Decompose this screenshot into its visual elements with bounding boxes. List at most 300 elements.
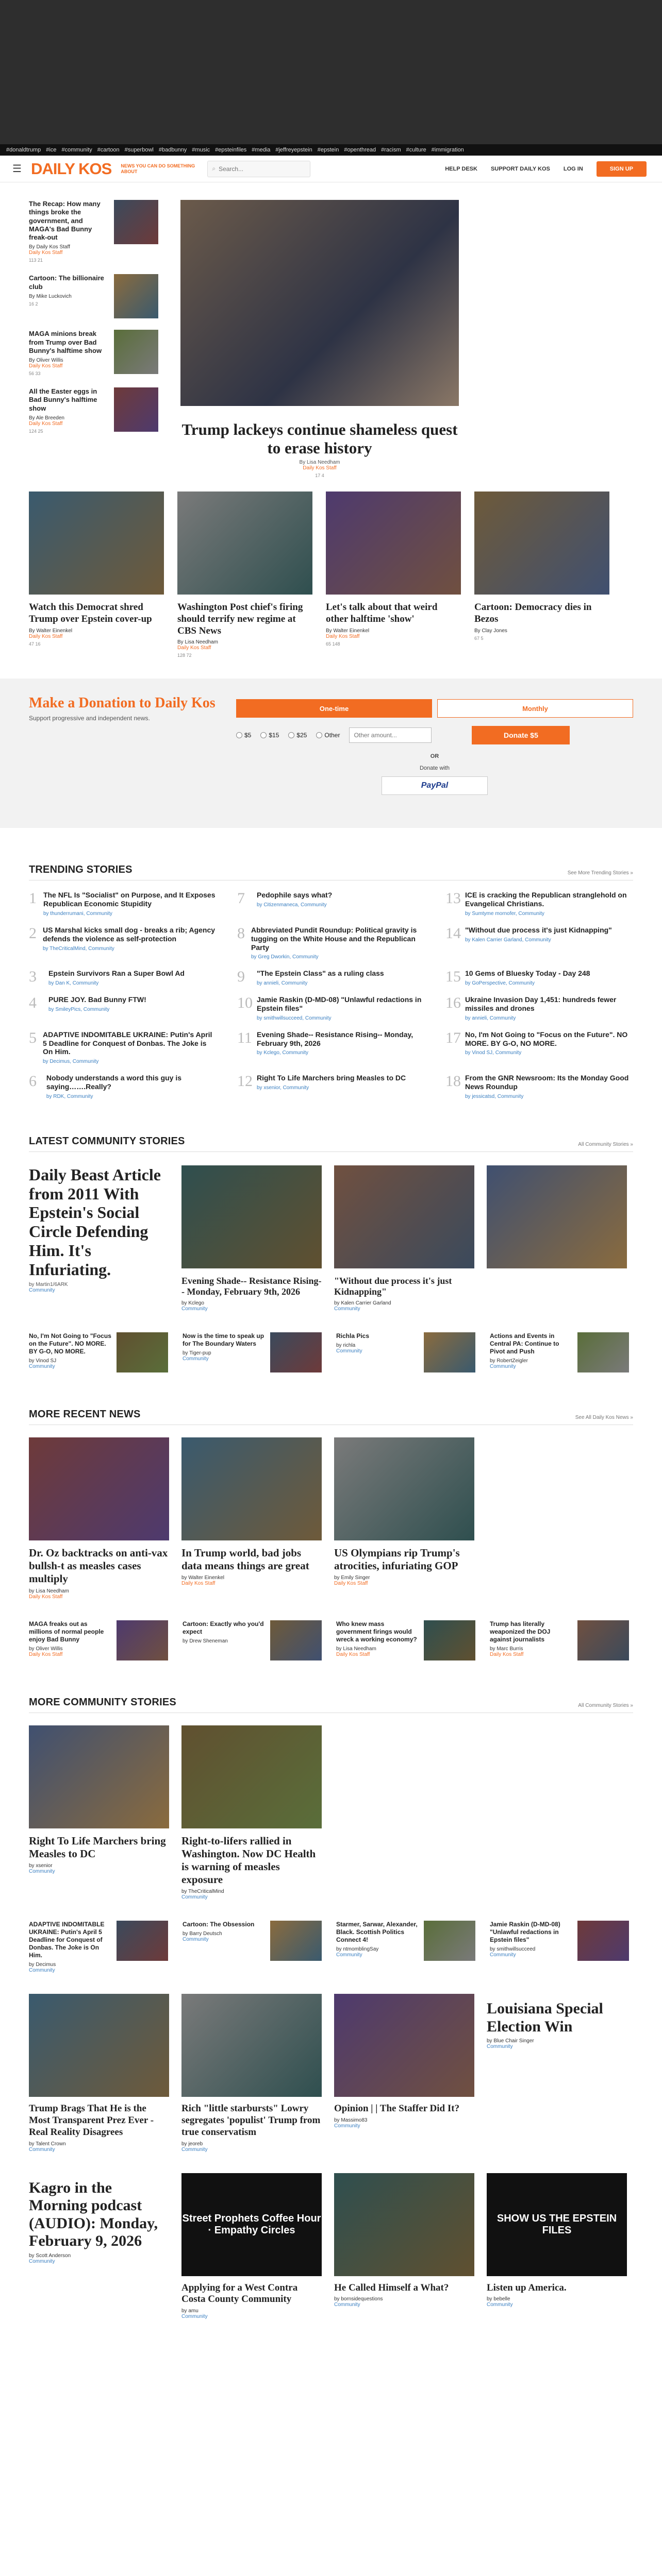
trending-text (465, 1030, 633, 1064)
story-text (490, 1332, 572, 1372)
story-image[interactable] (181, 1165, 322, 1268)
author-name: by Marc Burris (490, 1646, 523, 1652)
more-community-header (29, 1697, 633, 1713)
tag-link[interactable]: #jeffreyepstein (275, 147, 312, 153)
community-card-image[interactable] (487, 1165, 627, 1268)
trending-item[interactable] (29, 995, 217, 1021)
trending-author: by GoPerspective, Community (465, 980, 535, 987)
paypal-button[interactable]: PayPal (382, 776, 488, 795)
trending-item[interactable] (237, 1074, 425, 1099)
author-name: by Kalen Carrier Garland (334, 1300, 391, 1306)
trending-author: by Vinod SJ, Community (465, 1050, 522, 1056)
byline (29, 1646, 111, 1657)
story-title[interactable]: No, I'm Not Going to "Focus on the Future". NO MORE. BY G-O, NO MORE. (29, 1332, 111, 1355)
story-image[interactable] (424, 1921, 475, 1961)
tag-link[interactable]: #superbowl (124, 147, 154, 153)
story-image[interactable] (181, 1437, 322, 1540)
story-title[interactable]: Louisiana Special Election Win (487, 2000, 603, 2035)
search-box[interactable] (207, 161, 310, 177)
trending-rank: 1 (29, 890, 37, 907)
recent-title: MORE RECENT NEWS (29, 1408, 141, 1420)
trending-title[interactable]: 10 Gems of Bluesky Today - Day 248 (465, 969, 590, 978)
byline (29, 358, 109, 369)
story-image[interactable] (334, 1165, 474, 1268)
latest-more-link[interactable]: All Community Stories » (578, 1141, 633, 1147)
trending-item[interactable] (445, 926, 633, 960)
trending-author: by Decimus, Community (43, 1059, 99, 1065)
amount-option[interactable] (236, 732, 251, 739)
community-label: Community (183, 1937, 209, 1943)
trending-title[interactable]: Ukraine Invasion Day 1,451: hundreds fewer missiles and drones (465, 995, 617, 1012)
tag-link[interactable]: #cartoon (97, 147, 120, 153)
tag-link[interactable]: #ice (46, 147, 57, 153)
story-title[interactable]: Dr. Oz backtracks on anti-vax bullsh-t as measles cases multiply (29, 1546, 168, 1585)
story-image[interactable] (577, 1620, 629, 1660)
featured-card[interactable] (474, 492, 609, 658)
amount-label: $25 (296, 732, 307, 739)
hero-image[interactable] (180, 200, 459, 406)
trending-author: by TheCriticalMind, Community (43, 945, 114, 952)
trending-title[interactable]: From the GNR Newsroom: Its the Monday Good News Roundup (465, 1074, 629, 1091)
story-title[interactable]: ADAPTIVE INDOMITABLE UKRAINE: Putin's April 5 Deadline for Conquest of Donbas. The Joke is On Him. (29, 1921, 105, 1959)
story-image[interactable] (117, 1332, 168, 1372)
hero-side-story[interactable] (29, 274, 158, 318)
story-image[interactable] (114, 274, 158, 318)
story-text (29, 274, 109, 318)
other-amount-input[interactable] (349, 727, 432, 743)
community-big-story[interactable] (29, 2173, 169, 2320)
story-title[interactable]: Jamie Raskin (D-MD-08) "Unlawful redactions in Epstein files" (490, 1921, 560, 1944)
story-image[interactable] (424, 1620, 475, 1660)
story-image[interactable] (29, 1725, 169, 1828)
small-story[interactable] (336, 1620, 477, 1660)
author-name: by Vinod SJ (29, 1358, 57, 1364)
trending-item[interactable] (445, 995, 633, 1021)
story-title[interactable]: Opinion | | The Staffer Did It? (334, 2103, 460, 2114)
trending-item[interactable] (29, 1074, 217, 1099)
byline (29, 294, 109, 299)
news-card[interactable] (334, 1437, 474, 1600)
author-name: by Lisa Needham (29, 1588, 69, 1594)
story-image[interactable] (334, 1437, 474, 1540)
story-title[interactable]: Kagro in the Morning podcast (AUDIO): Monday, February 9, 2026 (29, 2179, 158, 2250)
featured-row (29, 492, 633, 658)
author-name: by Walter Einenkel (181, 1575, 224, 1581)
story-title[interactable]: Trump Brags That He is the Most Transparent Prez Ever - Real Reality Disagrees (29, 2103, 154, 2138)
story-text (336, 1620, 419, 1660)
trending-text (465, 969, 590, 986)
byline (181, 2141, 322, 2153)
story-text (29, 1620, 111, 1660)
small-story[interactable] (336, 1921, 477, 1973)
story-title[interactable]: Richla Pics (336, 1332, 370, 1340)
story-text (183, 1332, 265, 1372)
story-image[interactable] (177, 492, 312, 595)
tag-link[interactable]: #racism (381, 147, 401, 153)
trending-text (251, 926, 425, 960)
trending-author: by Sumtyme mornofer, Community (465, 910, 544, 917)
trending-title[interactable]: "The Epstein Class" as a ruling class (257, 969, 384, 978)
trending-title[interactable]: Pedophile says what? (257, 891, 333, 900)
trending-rank: 7 (237, 890, 245, 907)
trending-title[interactable]: Epstein Survivors Ran a Super Bowl Ad (48, 969, 185, 978)
featured-card[interactable] (177, 492, 312, 658)
trending-item[interactable] (445, 891, 633, 917)
hero-main-story[interactable] (180, 200, 459, 479)
community-card[interactable] (181, 1165, 322, 1312)
trending-item[interactable] (237, 926, 425, 960)
trending-title[interactable]: PURE JOY. Bad Bunny FTW! (48, 995, 146, 1004)
tag-link[interactable]: #community (61, 147, 92, 153)
author-name: by richla (336, 1342, 356, 1348)
byline (487, 2038, 627, 2049)
trending-header (29, 864, 633, 880)
donate-panel (0, 679, 662, 828)
byline (490, 1646, 572, 1657)
small-story[interactable] (29, 1921, 170, 1973)
news-card[interactable] (181, 1437, 322, 1600)
story-image[interactable] (577, 1332, 629, 1372)
story-image[interactable] (29, 492, 164, 595)
byline (334, 2296, 474, 2308)
amount-option[interactable] (288, 732, 307, 739)
community-card[interactable] (334, 2173, 474, 2320)
trending-title[interactable]: Right To Life Marchers bring Measles to DC (257, 1074, 406, 1082)
story-title[interactable]: He Called Himself a What? (334, 2282, 449, 2293)
small-story[interactable] (183, 1921, 324, 1973)
story-image[interactable] (114, 200, 158, 244)
trending-item[interactable] (237, 969, 425, 986)
community-label: Community (334, 2302, 360, 2308)
story-image[interactable] (117, 1921, 168, 1961)
trending-title[interactable]: "Without due process it's just Kidnapping" (465, 925, 612, 934)
story-stats: 124 25 (29, 428, 43, 434)
trending-rank: 6 (29, 1073, 37, 1090)
trending-item[interactable] (237, 1030, 425, 1064)
trending-item[interactable] (445, 1030, 633, 1064)
monthly-tab[interactable]: Monthly (437, 699, 633, 718)
byline (183, 1350, 265, 1362)
trending-text (43, 891, 217, 917)
trending-author: by Greg Dworkin, Community (251, 954, 319, 960)
story-title[interactable]: In Trump world, bad jobs data means things are great (181, 1546, 309, 1572)
latest-big-title[interactable]: Daily Beast Article from 2011 With Epstein's Social Circle Defending Him. It's Infuriating. (29, 1165, 161, 1279)
tag-link[interactable]: #epstein (317, 147, 339, 153)
story-title[interactable]: Let's talk about that weird other halftime 'show' (326, 602, 438, 624)
trending-text (257, 995, 425, 1021)
amount-option[interactable] (260, 732, 279, 739)
tag-link[interactable]: #badbunny (158, 147, 187, 153)
story-image[interactable] (114, 387, 158, 432)
amount-label: Other (324, 732, 340, 739)
story-image[interactable] (334, 1994, 474, 2097)
story-title[interactable]: Cartoon: The Obsession (183, 1921, 255, 1928)
byline (487, 2296, 627, 2308)
trending-rank: 17 (445, 1029, 461, 1046)
news-card[interactable] (29, 1437, 169, 1600)
search-input[interactable] (219, 165, 301, 173)
more-community-row2 (29, 1994, 633, 2152)
story-text (490, 1921, 572, 1973)
community-card[interactable] (181, 2173, 322, 2320)
hero-side-story[interactable] (29, 330, 158, 376)
more-community-small-row (29, 1921, 633, 1973)
trending-text (43, 1030, 217, 1064)
trending-item[interactable] (29, 926, 217, 960)
trending-title[interactable]: No, I'm Not Going to "Focus on the Future". NO MORE. BY G-O, NO MORE. (465, 1030, 628, 1047)
trending-text (46, 1074, 217, 1099)
byline (336, 1343, 419, 1354)
donate-button[interactable]: Donate $5 (472, 726, 570, 744)
story-title[interactable]: Watch this Democrat shred Trump over Epstein cover-up (29, 602, 152, 624)
story-image[interactable]: SHOW US THE EPSTEIN FILES (487, 2173, 627, 2276)
trending-item[interactable] (29, 891, 217, 917)
author-name: By Walter Einenkel (29, 628, 73, 634)
author-name: by Decimus (29, 1962, 56, 1968)
trending-text (257, 1074, 406, 1099)
byline (326, 628, 461, 639)
hero-byline: By Lisa Needham Daily Kos Staff (299, 460, 340, 471)
radio-button[interactable] (316, 732, 322, 738)
latest-cards (181, 1165, 627, 1312)
story-title[interactable]: MAGA minions break from Trump over Bad Bunny's halftime show (29, 330, 102, 354)
story-title[interactable]: Applying for a West Contra Costa County Community (181, 2282, 298, 2305)
community-card[interactable] (334, 1165, 474, 1312)
story-stats: 65 148 (326, 641, 340, 647)
story-title[interactable]: Washington Post chief's firing should terrify new regime at CBS News (177, 602, 303, 636)
radio-button[interactable] (288, 732, 294, 738)
small-story[interactable] (490, 1332, 631, 1372)
story-title[interactable]: MAGA freaks out as millions of normal people enjoy Bad Bunny (29, 1620, 104, 1643)
story-image[interactable] (181, 1725, 322, 1828)
byline (336, 1646, 419, 1657)
trending-item[interactable] (29, 1030, 217, 1064)
story-image[interactable] (117, 1620, 168, 1660)
one-time-tab[interactable]: One-time (236, 699, 432, 718)
tag-link[interactable]: #donaldtrump (6, 147, 41, 153)
story-title[interactable]: Rich "little starbursts" Lowry segregates 'populist' Trump from true conservatism (181, 2103, 321, 2138)
community-label: Community (29, 1968, 55, 1974)
community-label: Community (181, 1306, 208, 1312)
author-name: by Tiger-pup (183, 1350, 211, 1356)
story-title[interactable]: Evening Shade-- Resistance Rising-- Monday, February 9th, 2026 (181, 1275, 322, 1297)
story-image[interactable]: Street Prophets Coffee Hour · Empathy Circles (181, 2173, 322, 2276)
story-title[interactable]: The Recap: How many things broke the government, and MAGA's Bad Bunny freak-out (29, 200, 101, 241)
trending-item[interactable] (237, 891, 425, 917)
search-icon: ⌕ (212, 165, 216, 172)
small-story[interactable] (29, 1620, 170, 1660)
radio-button[interactable] (260, 732, 267, 738)
author-name: by Blue Chair Singer (487, 2038, 534, 2044)
tag-bar (0, 144, 662, 156)
story-image[interactable] (334, 2173, 474, 2276)
author-name: By Oliver Willis (29, 358, 63, 363)
trending-rank: 13 (445, 890, 461, 907)
trending-item[interactable] (237, 995, 425, 1021)
story-title[interactable]: Cartoon: Exactly who you'd expect (183, 1620, 264, 1635)
community-label: Community (181, 2146, 208, 2153)
story-title[interactable]: Starmer, Sarwar, Alexander, Black. Scottish Politics Connect 4! (336, 1921, 418, 1944)
story-image[interactable] (29, 1437, 169, 1540)
byline: by Martin1/6ARK Community (29, 1281, 68, 1293)
author-name: By Ale Breeden (29, 415, 64, 421)
story-title[interactable]: Right To Life Marchers bring Measles to DC (29, 1834, 166, 1860)
staff-label: Daily Kos Staff (29, 363, 63, 369)
author-name: by Oliver Willis (29, 1646, 63, 1652)
small-story[interactable] (183, 1620, 324, 1660)
story-image[interactable] (424, 1332, 475, 1372)
trending-title[interactable]: The NFL Is "Socialist" on Purpose, and It Exposes Republican Economic Stupidity (43, 891, 216, 908)
featured-card[interactable] (326, 492, 461, 658)
byline (181, 1575, 322, 1586)
trending-text (465, 1074, 633, 1099)
trending-text (465, 995, 633, 1021)
more-community-link[interactable]: All Community Stories » (578, 1702, 633, 1708)
trending-rank: 14 (445, 924, 461, 942)
tag-link[interactable]: #media (252, 147, 271, 153)
trending-text (465, 891, 633, 917)
story-image[interactable] (270, 1921, 322, 1961)
story-title[interactable]: Now is the time to speak up for The Boundary Waters (183, 1332, 264, 1347)
community-card[interactable] (29, 1994, 169, 2152)
trending-item[interactable] (29, 969, 217, 986)
login-link[interactable]: LOG IN (563, 165, 583, 172)
community-label: Community (29, 2146, 55, 2153)
small-story[interactable] (490, 1921, 631, 1973)
latest-big-story[interactable] (29, 1165, 169, 1312)
hero (29, 182, 633, 479)
trending-rank: 8 (237, 924, 245, 942)
community-label: Community (490, 1363, 516, 1369)
byline (29, 415, 109, 427)
trending-title[interactable]: US Marshal kicks small dog - breaks a rib; Agency defends the violence as self-protection (43, 925, 216, 943)
trending-rank: 16 (445, 994, 461, 1012)
byline (474, 628, 609, 634)
story-title[interactable]: Actions and Events in Central PA: Continue to Pivot and Push (490, 1332, 559, 1355)
story-title[interactable]: All the Easter eggs in Bad Bunny's halftime show (29, 387, 97, 412)
community-label: Community (29, 1868, 55, 1874)
trending-title[interactable]: Nobody understands a word this guy is saying…….Really? (46, 1074, 182, 1091)
story-title[interactable]: Trump has literally weaponized the DOJ against journalists (490, 1620, 551, 1643)
hero-side-story[interactable] (29, 387, 158, 434)
author-name: by RobertZeigler (490, 1358, 528, 1364)
community-card[interactable] (334, 1994, 474, 2152)
small-story[interactable] (183, 1332, 324, 1372)
community-card[interactable] (29, 1725, 169, 1901)
tag-link[interactable]: #immigration (431, 147, 464, 153)
featured-card[interactable] (29, 492, 164, 658)
story-image[interactable] (270, 1620, 322, 1660)
story-text (490, 1620, 572, 1660)
trending-text (43, 926, 217, 960)
community-card[interactable] (487, 2173, 627, 2320)
staff-label: Daily Kos Staff (181, 1581, 216, 1587)
tag-link[interactable]: #music (192, 147, 210, 153)
byline (29, 1588, 169, 1600)
recent-more-link[interactable]: See All Daily Kos News » (575, 1414, 633, 1420)
trending-title[interactable]: Abbreviated Pundit Roundup: Political gravity is tugging on the White House and the Republican Party (251, 925, 417, 952)
story-image[interactable] (326, 492, 461, 595)
byline (181, 2308, 322, 2319)
author-name: by bornsidequestions (334, 2296, 383, 2302)
small-story[interactable] (336, 1332, 477, 1372)
trending-item[interactable] (445, 1074, 633, 1099)
hero-side-story[interactable] (29, 200, 158, 263)
byline (183, 1931, 265, 1942)
support-link[interactable]: SUPPORT DAILY KOS (490, 165, 550, 172)
community-big-story[interactable] (487, 1994, 627, 2152)
story-image[interactable] (270, 1332, 322, 1372)
menu-icon[interactable]: ☰ (12, 163, 22, 175)
story-image[interactable] (29, 1994, 169, 2097)
trending-author: by xsenior, Community (257, 1084, 309, 1091)
trending-title[interactable]: ADAPTIVE INDOMITABLE UKRAINE: Putin's April 5 Deadline for Conquest of Donbas. The Joke is On Him. (43, 1030, 212, 1056)
tag-link[interactable]: #openthread (344, 147, 376, 153)
story-title[interactable]: Cartoon: Democracy dies in Bezos (474, 602, 592, 624)
community-card[interactable] (181, 1725, 322, 1901)
author-name: By Mike Luckovich (29, 293, 72, 299)
trending-author: by Kalen Carrier Garland, Community (465, 937, 551, 943)
author-name: by ntmomblingSay (336, 1946, 379, 1953)
trending-item[interactable] (445, 969, 633, 986)
story-title[interactable]: "Without due process it's just Kidnapping" (334, 1275, 452, 1297)
story-image[interactable] (181, 1994, 322, 2097)
story-title[interactable]: Listen up America. (487, 2282, 567, 2293)
author-name: By Clay Jones (474, 628, 507, 634)
tag-link[interactable]: #culture (406, 147, 426, 153)
story-image[interactable] (114, 330, 158, 374)
community-label: Community (181, 1894, 208, 1901)
community-label: Community (334, 1306, 360, 1312)
story-image[interactable] (577, 1921, 629, 1961)
story-image[interactable] (474, 492, 609, 595)
author-name: By Daily Kos Staff (29, 244, 70, 250)
latest-header (29, 1136, 633, 1152)
story-title[interactable]: Right-to-lifers rallied in Washington. Now DC Health is warning of measles exposure (181, 1834, 316, 1886)
more-community-row3 (29, 2173, 633, 2320)
tag-link[interactable]: #epsteinfiles (215, 147, 247, 153)
story-title[interactable]: Cartoon: The billionaire club (29, 274, 104, 291)
signup-button[interactable]: SIGN UP (597, 161, 647, 177)
staff-label: Daily Kos Staff (29, 633, 63, 639)
author-name: by Drew Sheneman (183, 1638, 228, 1644)
help-link[interactable]: HELP DESK (445, 165, 477, 172)
story-title[interactable]: Who knew mass government firings would wreck a working economy? (336, 1620, 417, 1643)
recent-header (29, 1409, 633, 1425)
story-title[interactable]: US Olympians rip Trump's atrocities, infuriating GOP (334, 1546, 460, 1572)
trending-more-link[interactable]: See More Trending Stories » (567, 870, 633, 876)
radio-button[interactable] (236, 732, 242, 738)
small-story[interactable] (29, 1332, 170, 1372)
trending-title[interactable]: Evening Shade-- Resistance Rising-- Monday, February 9th, 2026 (257, 1030, 413, 1047)
community-label: Community (29, 2258, 55, 2264)
staff-label: Daily Kos Staff (177, 645, 211, 651)
hero-title[interactable]: Trump lackeys continue shameless quest to erase history (181, 420, 458, 457)
community-card[interactable] (181, 1994, 322, 2152)
byline (29, 1358, 111, 1369)
logo[interactable]: DAILY KOS (30, 159, 112, 178)
amount-option[interactable] (316, 732, 340, 739)
trending-rank: 5 (29, 1029, 37, 1046)
trending-title[interactable]: ICE is cracking the Republican stranglehold on Evangelical Christians. (465, 891, 627, 908)
byline (29, 2253, 169, 2264)
small-story[interactable] (490, 1620, 631, 1660)
trending-rank: 12 (237, 1073, 253, 1090)
trending-title[interactable]: Jamie Raskin (D-MD-08) "Unlawful redactions in Epstein files" (257, 995, 422, 1012)
staff-label: Daily Kos Staff (29, 1594, 63, 1600)
trending-author: by smithwillsucceed, Community (257, 1015, 332, 1021)
hero-left-list (29, 200, 158, 434)
